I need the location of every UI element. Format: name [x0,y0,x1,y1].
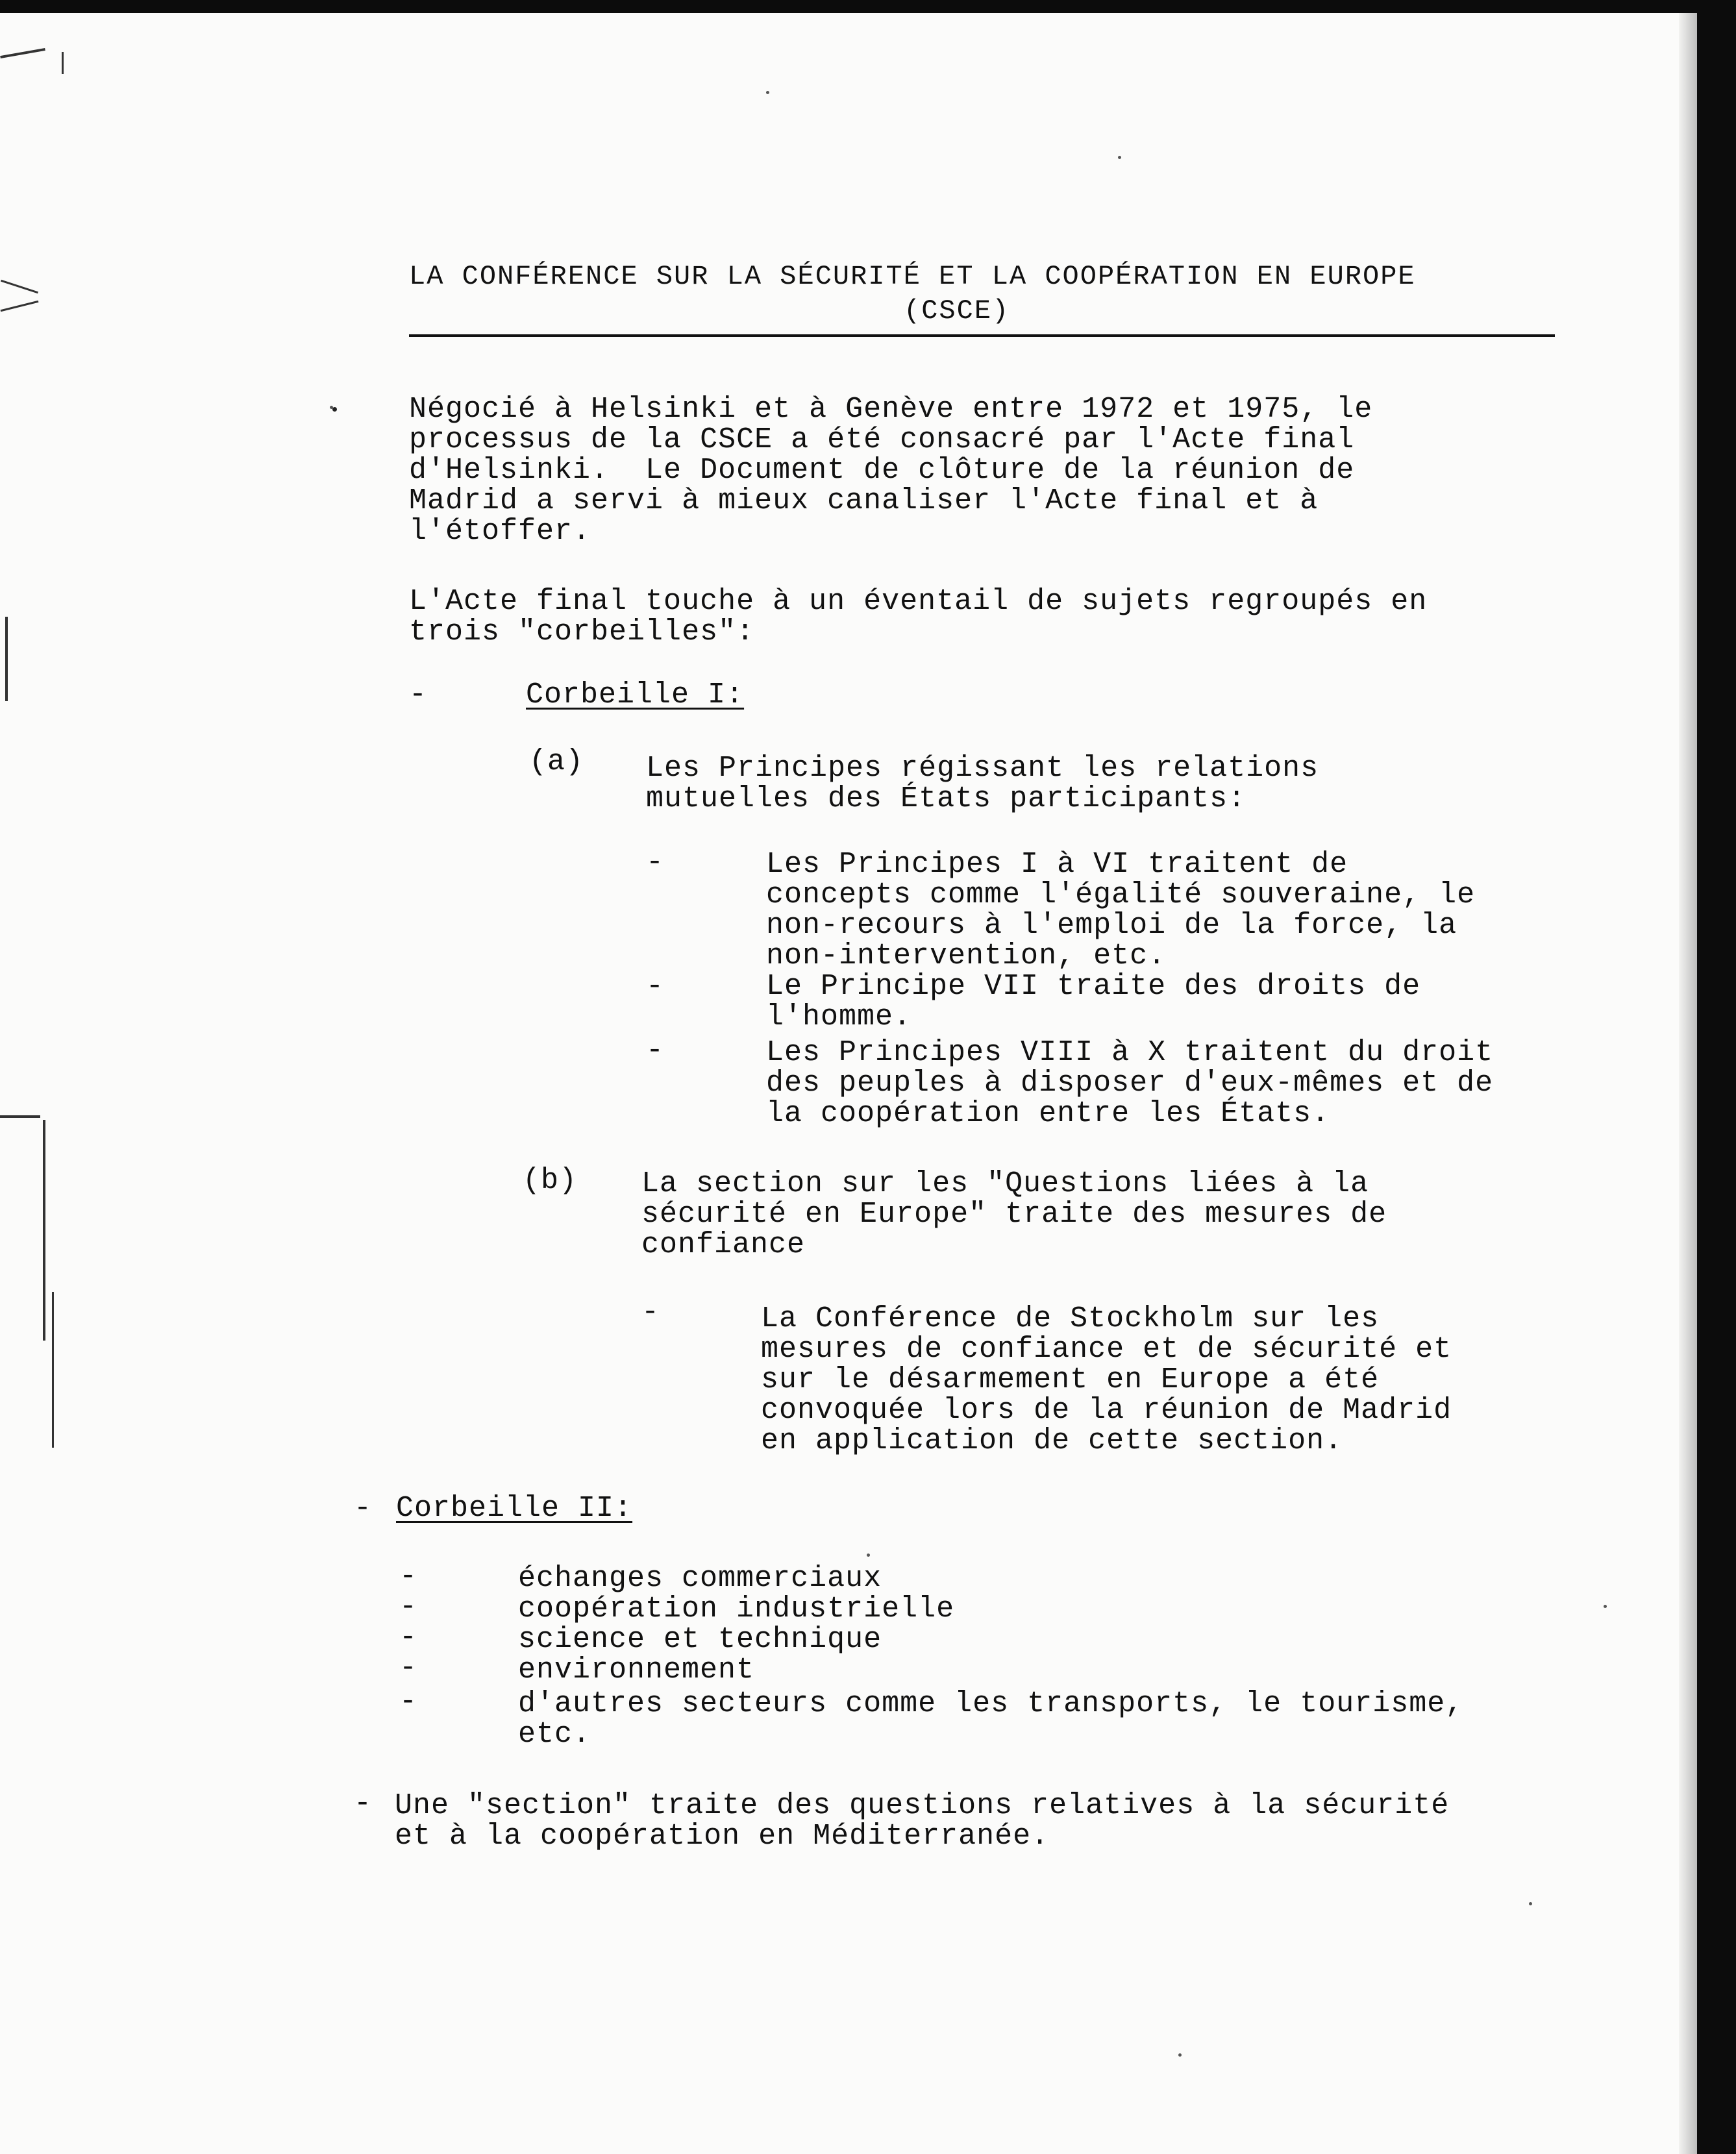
baskets-intro-line: L'Acte final touche à un éventail de sujets regroupés en [409,585,1428,618]
principle-line: non-intervention, etc. [766,939,1167,972]
list-dash: - [646,846,664,879]
list-dash: - [641,1296,660,1329]
basket-2-item: échanges commerciaux [518,1562,882,1595]
basket-2-item: science et technique [518,1623,882,1656]
edge-mark [43,1120,45,1341]
item-b-text: confiance [641,1228,806,1261]
item-a-text: mutuelles des États participants: [646,782,1246,815]
principle-line: Les Principes VIII à X traitent du droit [766,1036,1494,1069]
item-b-text: sécurité en Europe" traite des mesures de [641,1198,1387,1231]
item-b-label: (b) [523,1164,578,1197]
item-a-text: Les Principes régissant les relations [646,752,1319,785]
speck [1178,2053,1182,2057]
basket-2-item: d'autres secteurs comme les transports, le tourisme, [518,1687,1464,1720]
principle-line: Les Principes I à VI traitent de [766,848,1348,881]
edge-mark [1,301,39,312]
principle-line: concepts comme l'égalité souveraine, le [766,878,1476,911]
mediterranean-line: Une "section" traite des questions relatives à la sécurité [395,1789,1450,1822]
scan-border-top [0,0,1736,13]
list-dash: - [399,1652,417,1685]
speck [766,91,769,94]
principle-line: non-recours à l'emploi de la force, la [766,909,1457,942]
basket-2-item: etc. [518,1718,591,1751]
title-underline [409,334,1555,337]
list-dash: - [646,970,664,1003]
list-dash: - [354,1787,372,1820]
list-dash: - [409,678,427,712]
intro-line: Négocié à Helsinki et à Genève entre 1972 et 1975, le [409,393,1373,426]
principle-line: Le Principe VII traite des droits de [766,970,1421,1003]
list-dash: - [399,1591,417,1624]
basket-2-heading: Corbeille II: [396,1492,633,1525]
basket-2-item: coopération industrielle [518,1592,955,1626]
page-title: LA CONFÉRENCE SUR LA SÉCURITÉ ET LA COOPÉRATION EN EUROPE [409,261,1416,292]
edge-mark [1,280,38,293]
scan-border-right [1697,0,1736,2154]
edge-mark [0,1115,40,1118]
speck [867,1554,870,1557]
list-dash: - [399,1560,417,1593]
item-b-text: La section sur les "Questions liées à la [641,1167,1369,1200]
principle-line: des peuples à disposer d'eux-mêmes et de [766,1067,1494,1100]
speck [1604,1605,1607,1608]
basket-2-item: environnement [518,1653,755,1687]
intro-line: d'Helsinki. Le Document de clôture de la réunion de [409,454,1355,487]
mediterranean-line: et à la coopération en Méditerranée. [395,1820,1050,1853]
speck [1118,156,1121,159]
stockholm-line: sur le désarmement en Europe a été [761,1363,1380,1396]
baskets-intro-line: trois "corbeilles": [409,615,755,649]
edge-mark [0,48,45,58]
list-dash: - [399,1621,417,1654]
stockholm-line: en application de cette section. [761,1424,1343,1457]
principle-line: l'homme. [766,1000,912,1034]
intro-line: processus de la CSCE a été consacré par l'Acte final [409,423,1355,456]
stockholm-line: convoquée lors de la réunion de Madrid [761,1394,1452,1427]
basket-1-heading: Corbeille I: [526,678,745,712]
item-a-label: (a) [529,745,584,778]
principle-line: la coopération entre les États. [766,1097,1330,1130]
stockholm-line: La Conférence de Stockholm sur les [761,1302,1380,1335]
intro-line: l'étoffer. [409,515,591,548]
bullet-dot [332,407,337,412]
edge-mark [62,52,64,74]
stockholm-line: mesures de confiance et de sécurité et [761,1333,1452,1366]
edge-mark [52,1292,54,1448]
scan-shadow-right [1679,13,1697,2154]
edge-mark [5,617,8,701]
list-dash: - [646,1034,664,1067]
page-title-acronym: (CSCE) [904,295,1010,327]
speck [1529,1902,1532,1905]
list-dash: - [354,1492,372,1525]
list-dash: - [399,1685,417,1718]
intro-line: Madrid a servi à mieux canaliser l'Acte final et à [409,484,1319,517]
